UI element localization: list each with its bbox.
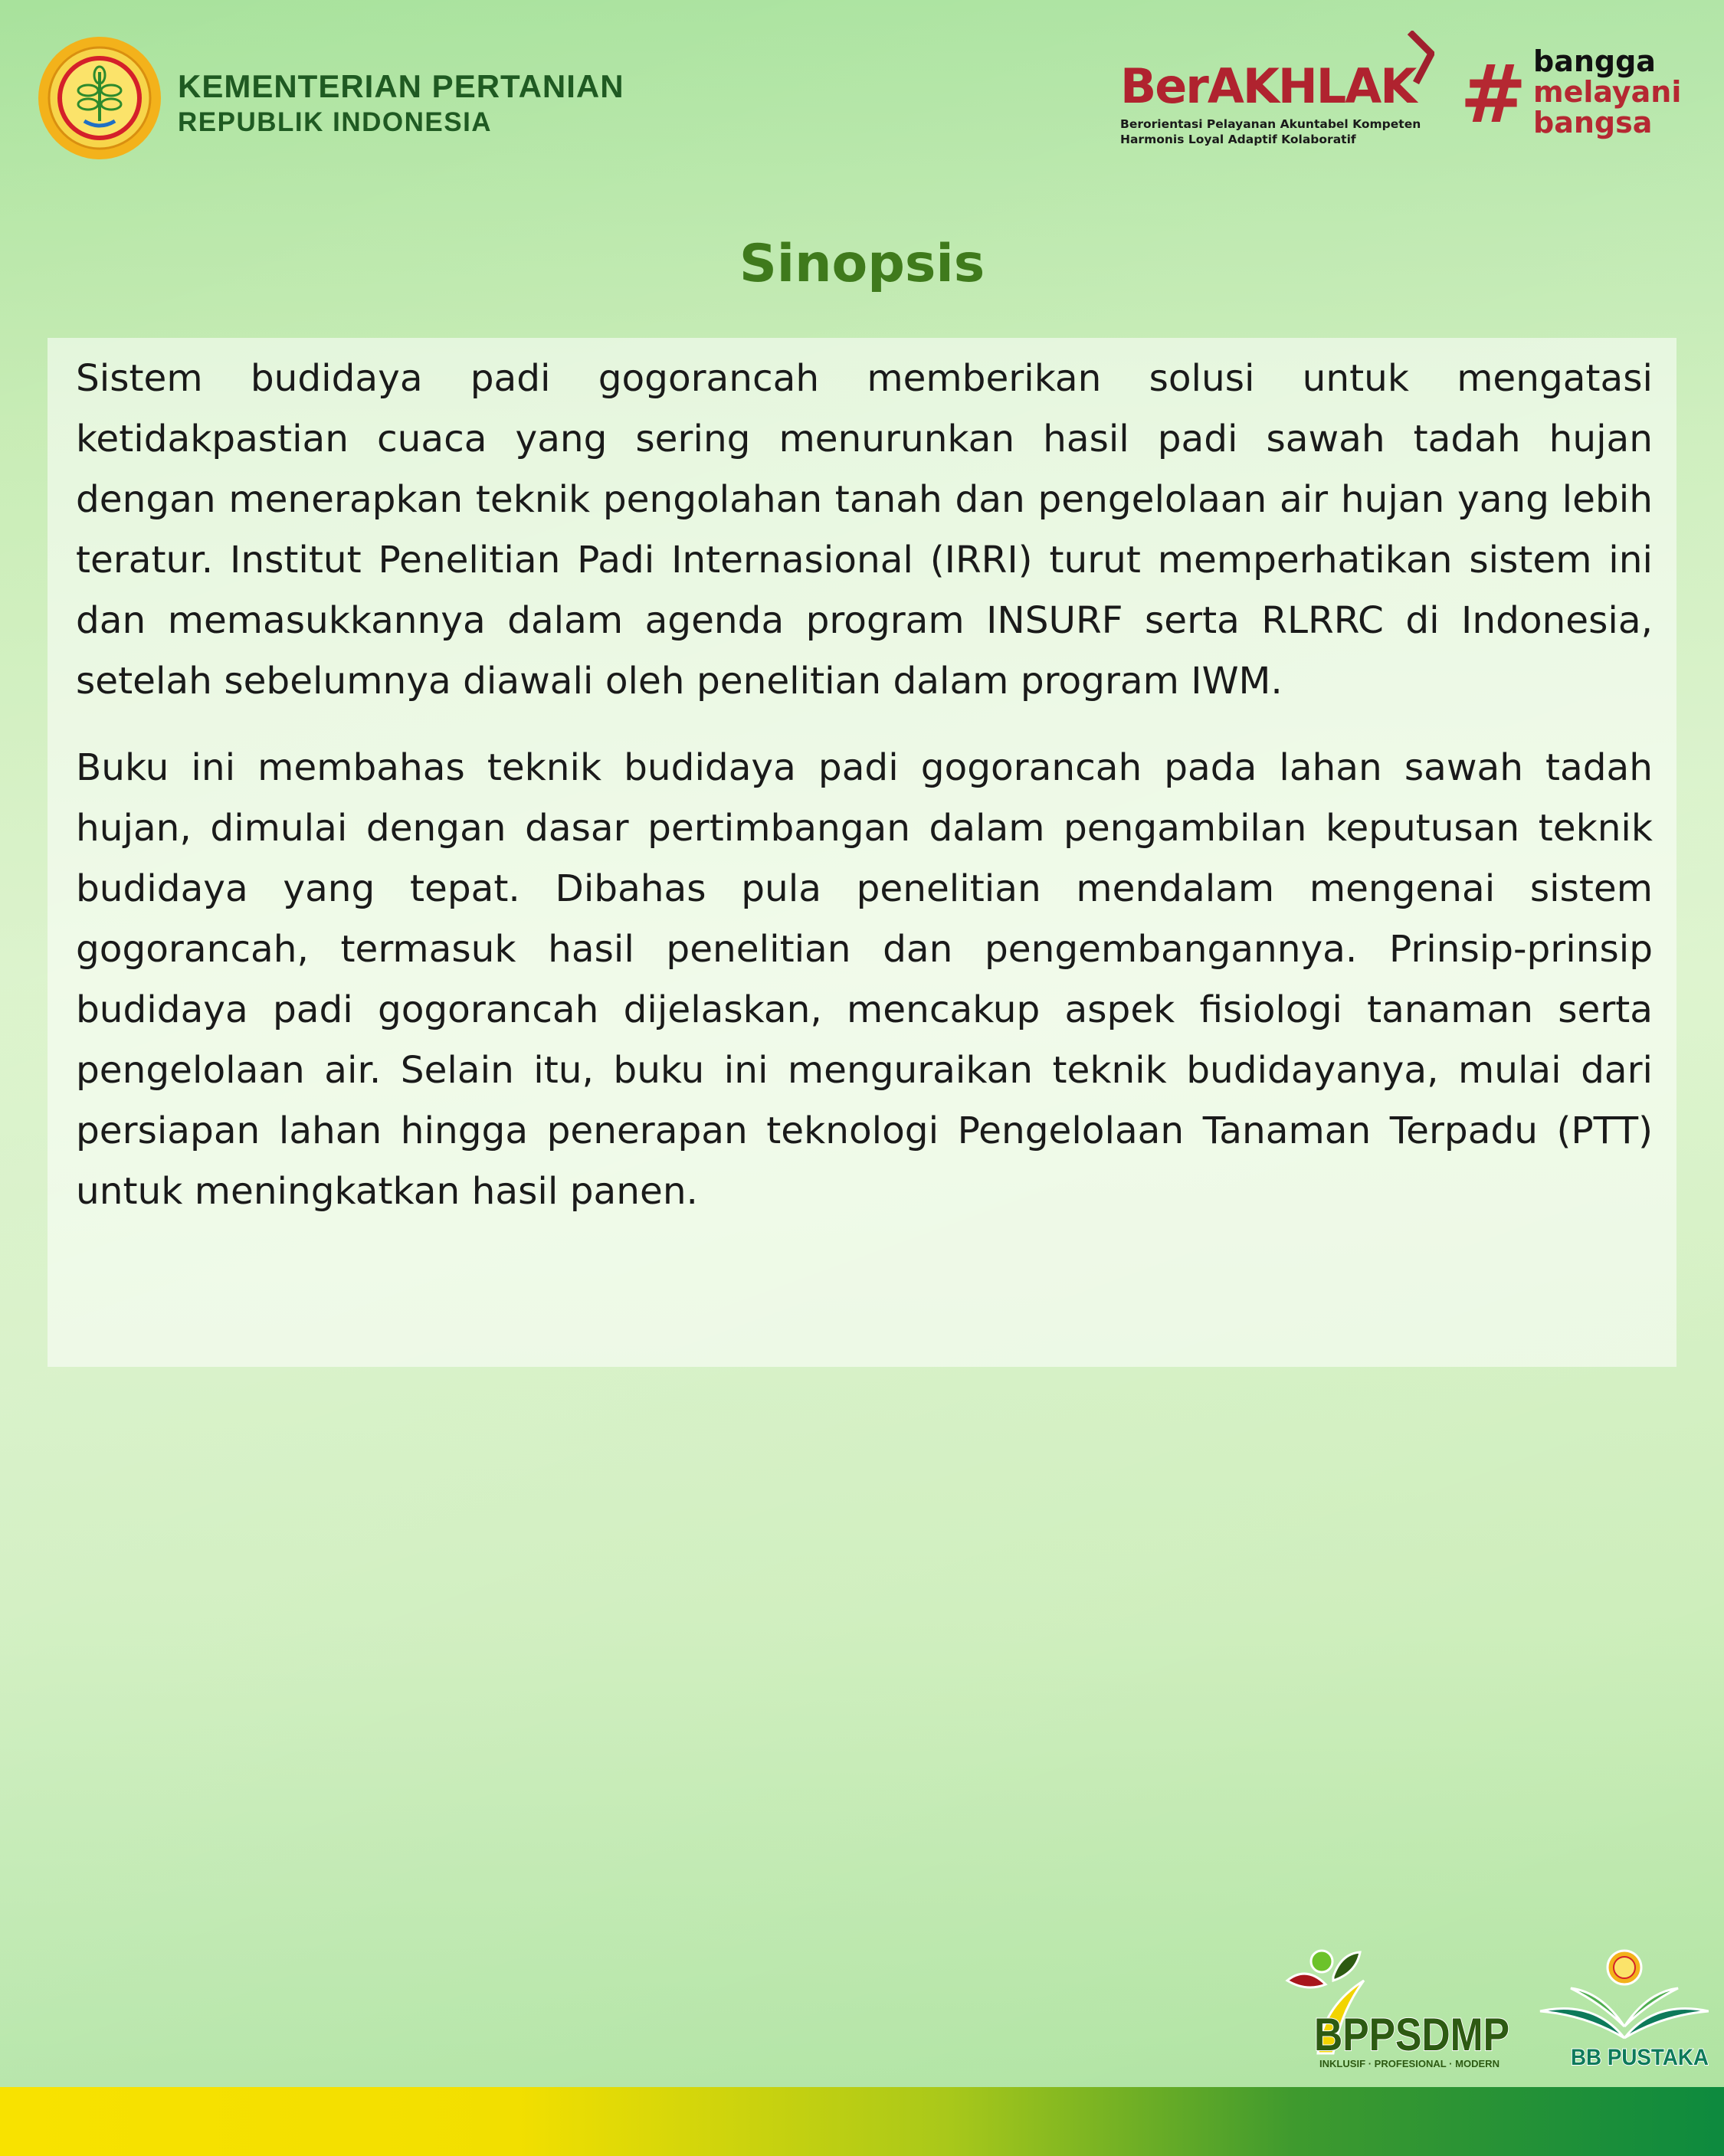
bbpustaka-text: BB PUSTAKA <box>1571 2045 1709 2069</box>
ministry-name <box>178 67 624 139</box>
synopsis-box <box>48 338 1676 1367</box>
org-line1: KEMENTERIAN PERTANIAN <box>178 68 624 104</box>
berakhlak-sub1: Berorientasi Pelayanan Akuntabel Kompeten <box>1120 117 1421 131</box>
bb-pustaka-logo <box>1540 1951 1709 2069</box>
bppsdmp-tagline: INKLUSIF · PROFESIONAL · MODERN <box>1319 2058 1499 2069</box>
footer-gradient-bar <box>0 2087 1724 2156</box>
footer-logos <box>1280 1946 1709 2069</box>
berakhlak-title: BerAKHLAK <box>1120 58 1416 114</box>
bangsa-word: bangsa <box>1533 106 1653 139</box>
berakhlak-logo <box>1120 31 1442 146</box>
bangga-word: bangga <box>1533 44 1656 78</box>
synopsis-paragraph-1: Sistem budidaya padi gogorancah memberikan solusi untuk mengatasi ketidakpastian cuaca yang sering menurunkan hasil padi sawah tadah hujan dengan menerapkan teknik pengolahan tanah dan pengelolaan air hujan yang lebih teratur. Institut Penelitian Padi Internasional (IRRI) turut memperhatikan sistem ini dan memasukkannya dalam agenda program INSURF serta RLRRC di Indonesia, setelah sebelumnya diawali oleh penelitian dalam program IWM. <box>76 357 1653 703</box>
page-title: Sinopsis <box>739 234 985 294</box>
kementan-logo <box>37 35 162 161</box>
melayani-word: melayani <box>1533 75 1682 109</box>
hashtag-icon: # <box>1460 52 1527 136</box>
bangga-melayani-bangsa-logo <box>1460 46 1720 146</box>
org-line2: REPUBLIK INDONESIA <box>178 107 493 137</box>
bppsdmp-text: BPPSDMP <box>1314 2009 1509 2060</box>
synopsis-paragraph-2: Buku ini membahas teknik budidaya padi gogorancah pada lahan sawah tadah hujan, dimulai dengan dasar pertimbangan dalam pengambilan keputusan teknik budidaya yang tepat. Dibahas pula penelitian mendalam mengenai sistem gogorancah, termasuk hasil penelitian dan pengembangannya. Prinsip-prinsip budidaya padi gogorancah dijelaskan, mencakup aspek fisiologi tanaman serta pengelolaan air. Selain itu, buku ini menguraikan teknik budidayanya, mulai dari persiapan lahan hingga penerapan teknologi Pengelolaan Tanaman Terpadu (PTT) untuk meningkatkan hasil panen. <box>76 746 1653 1213</box>
bppsdmp-logo <box>1287 1951 1509 2069</box>
berakhlak-sub2: Harmonis Loyal Adaptif Kolaboratif <box>1120 133 1356 146</box>
berakhlak-subtitle <box>1120 116 1421 147</box>
